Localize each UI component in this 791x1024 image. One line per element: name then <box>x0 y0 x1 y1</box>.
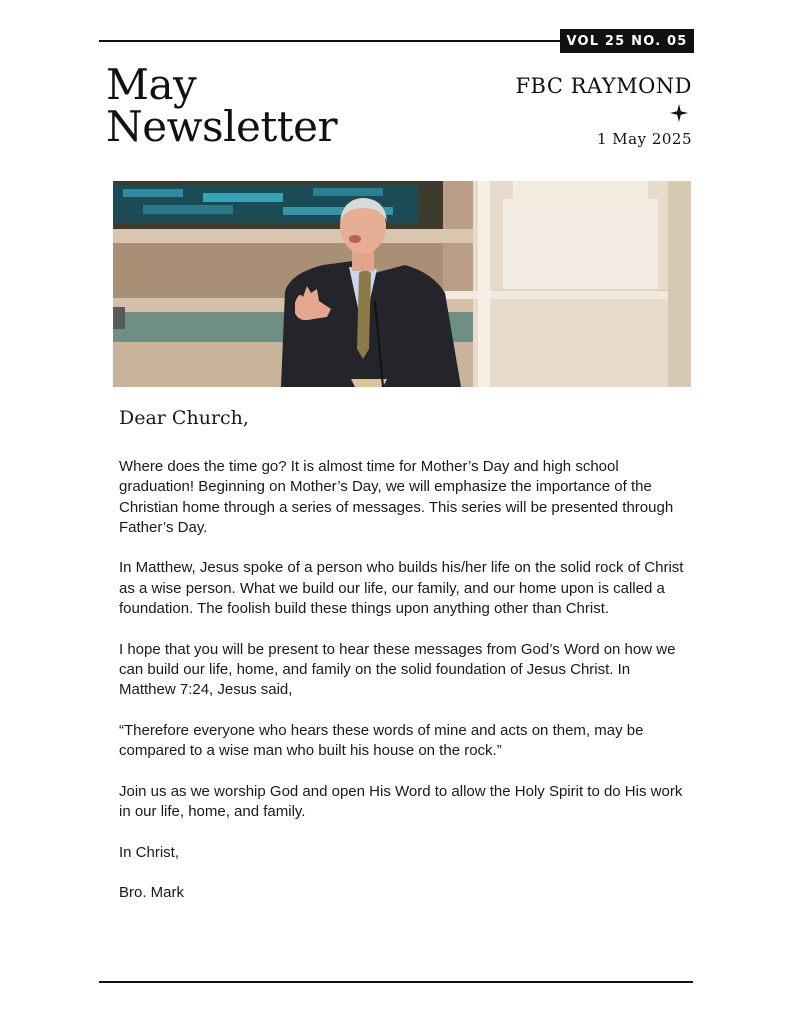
sparkle-icon <box>670 104 688 122</box>
scripture-quote: “Therefore everyone who hears these words of mine and acts on them, may be compared to a wise man who built his house on the rock.” <box>119 721 644 760</box>
title-line-newsletter: Newsletter <box>106 102 338 151</box>
top-rule <box>99 40 560 42</box>
letter-paragraph: In Matthew, Jesus spoke of a person who builds his/her life on the solid rock of Christ as a wise person. What we build our life, our family, and our home upon is called a foundation. The foolish build these things upon anything other than Christ. <box>119 559 684 618</box>
pastor-letter <box>119 405 689 924</box>
bottom-rule <box>99 981 693 983</box>
organization-name: FBC RAYMOND <box>515 74 692 98</box>
pastor-photo <box>113 181 691 387</box>
title-line-month: May <box>106 60 197 109</box>
letter-paragraph: Join us as we worship God and open His Word to allow the Holy Spirit to do His work in our life, home, and family. <box>119 782 683 821</box>
newsletter-title <box>106 60 338 151</box>
issue-date: 1 May 2025 <box>596 130 692 148</box>
letter-signature: Bro. Mark <box>119 884 185 902</box>
letter-greeting: Dear Church, <box>119 407 249 429</box>
letter-closing: In Christ, <box>119 843 180 861</box>
volume-badge: VOL 25 NO. 05 <box>560 29 694 53</box>
letter-paragraph: Where does the time go? It is almost time for Mother’s Day and high school graduation! Beginning on Mother’s Day, we will emphasize the importance of the Christian home through a series of messages. This series will be presented through Father’s Day. <box>119 458 674 536</box>
letter-paragraph: I hope that you will be present to hear these messages from God’s Word on how we can build our life, home, and family on the solid foundation of Jesus Christ. In Matthew 7:24, Jesus said, <box>119 640 676 699</box>
